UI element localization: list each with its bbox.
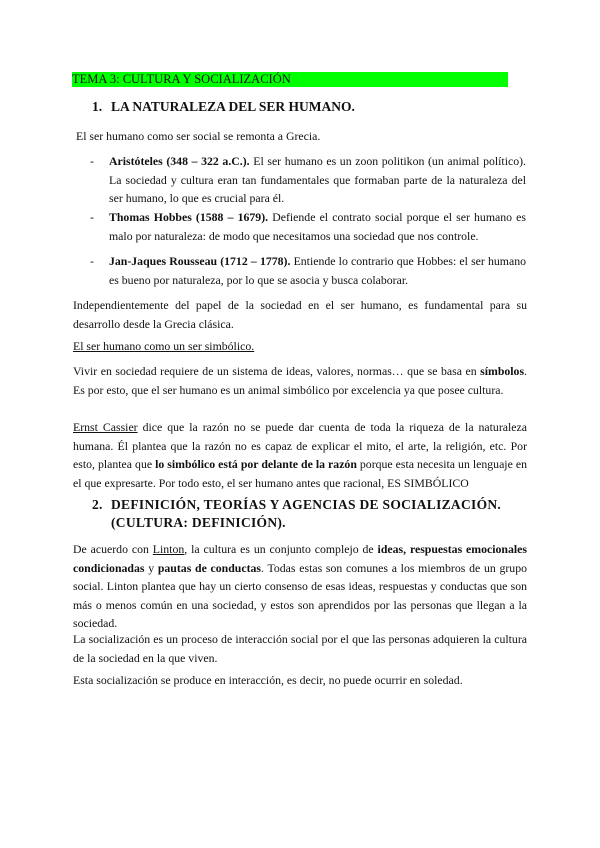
section-2-heading	[92, 496, 501, 514]
section-2-heading-line2: (CULTURA: DEFINICIÓN).	[111, 515, 286, 530]
bullet-dash: -	[90, 210, 94, 224]
intro-paragraph: El ser humano como ser social se remonta a Grecia.	[76, 129, 321, 143]
bold-run: ideas, respuestas emocionales condicionadas	[73, 542, 527, 575]
text-run: y	[144, 560, 158, 575]
bullet-dash: -	[90, 254, 94, 268]
topic-title-highlight: TEMA 3: CULTURA Y SOCIALIZACIÓN	[72, 72, 508, 87]
paragraph-cassier	[73, 418, 527, 492]
bullet-body: Entiende lo contrario que Hobbes: el ser humano es bueno por naturaleza, por lo que se asocia y busca colaborar.	[109, 254, 527, 287]
paragraph-symbols	[73, 362, 527, 399]
paragraph-socialization: La socialización es un proceso de interacción social por el que las personas adquieren la cultura de la sociedad en la que viven.	[73, 632, 527, 665]
bullet-hobbes	[90, 208, 526, 246]
bullet-aristoteles	[90, 152, 526, 208]
bullet-author: Thomas Hobbes (1588 – 1679).	[109, 210, 269, 224]
text-run: , la cultura es un conjunto complejo de	[184, 542, 378, 556]
bullet-text	[109, 152, 526, 208]
text-run: . Es por esto, que el ser humano es un animal simbólico por excelencia ya que posee cultura.	[73, 364, 527, 397]
text-run: . Todas estas son comunes a los miembros de un grupo social. Linton plantea que hay un cierto consenso de esas ideas, respuestas y conductas que son más o menos común en una sociedad, y estos son aprendidos por las personas que llegan a la sociedad.	[73, 560, 528, 631]
bullet-author: Jan-Jaques Rousseau (1712 – 1778).	[109, 254, 291, 268]
topic-title	[72, 72, 508, 87]
text-run: Vivir en sociedad requiere de un sistema de ideas, valores, normas… que se basa en	[73, 364, 481, 378]
bold-run: símbolos	[480, 364, 525, 378]
bullet-rousseau	[90, 252, 526, 290]
symbolic-heading: El ser humano como un ser simbólico.	[73, 339, 255, 353]
bullet-author: Aristóteles (348 – 322 a.C.).	[109, 154, 250, 168]
text-run: De acuerdo con	[73, 542, 153, 556]
section-1-number: 1.	[92, 99, 103, 114]
author-name: Ernst Cassier	[73, 420, 138, 434]
bullet-body: El ser humano es un zoon politikon (un animal político). La sociedad y cultura eran tan fundamentales que formaban parte de la naturaleza del ser humano, lo que es crucial para él.	[109, 154, 526, 206]
text-run: dice que la razón no se puede dar cuenta de toda la riqueza de la naturaleza humana. Él plantea que la razón no es capaz de explicar el mito, el arte, la religión, etc. Por esto, plantea que	[73, 420, 527, 472]
text-run: porque esta necesita un lenguaje en el que expresarte. Por todo esto, el ser humano antes que racional, ES SIMBÓLICO	[73, 457, 527, 490]
bold-run: pautas de conductas	[157, 560, 262, 575]
paragraph-linton	[73, 540, 527, 633]
author-name: Linton	[152, 542, 185, 556]
bullet-dash: -	[90, 154, 94, 168]
bullet-text	[109, 208, 526, 245]
section-2-title-line1: DEFINICIÓN, TEORÍAS Y AGENCIAS DE SOCIALIZACIÓN.	[111, 497, 502, 512]
section-2-number: 2.	[92, 497, 103, 512]
paragraph-interaction: Esta socialización se produce en interacción, es decir, no puede ocurrir en soledad.	[73, 673, 463, 687]
section-1-title: LA NATURALEZA DEL SER HUMANO.	[111, 99, 355, 114]
bold-run: lo simbólico está por delante de la razón	[155, 457, 357, 472]
bullet-text	[109, 252, 526, 289]
bullet-body: Defiende el contrato social porque el ser humano es malo por naturaleza: de modo que necesitamos una sociedad que nos controle.	[109, 210, 526, 243]
section-1-heading	[92, 98, 355, 116]
paragraph-independently: Independientemente del papel de la sociedad en el ser humano, es fundamental para su desarrollo desde la Grecia clásica.	[73, 298, 527, 331]
